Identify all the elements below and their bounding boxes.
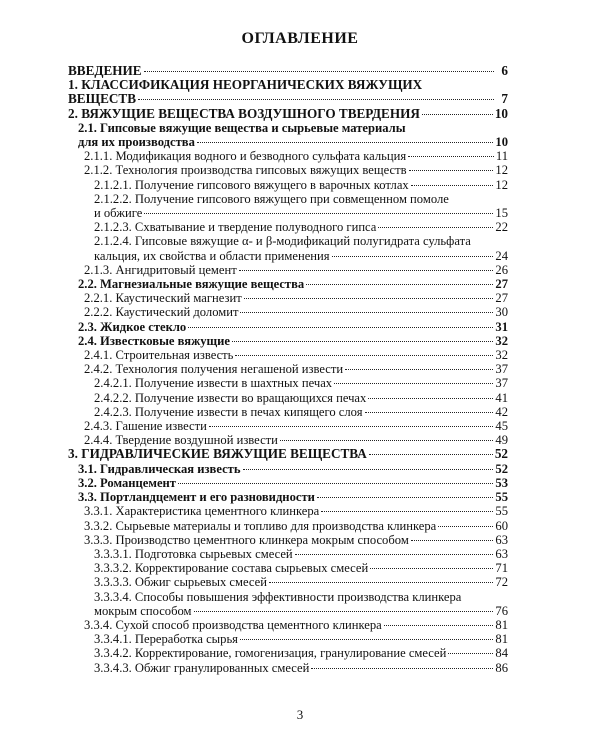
toc-entry-title: 3.3.2. Сырьевые материалы и топливо для производства клинкера bbox=[84, 518, 437, 533]
toc-entry[interactable] bbox=[68, 575, 508, 589]
toc-entry-page: 71 bbox=[495, 561, 508, 576]
dot-leader bbox=[188, 327, 493, 328]
toc-entry-page: 76 bbox=[495, 603, 508, 618]
toc-entry-page: 45 bbox=[495, 419, 508, 434]
dot-leader bbox=[240, 312, 493, 313]
toc-entry-title: 2.2.2. Каустический доломит bbox=[84, 305, 239, 320]
page-number: 3 bbox=[296, 707, 304, 722]
toc-entry-title: 3.3.1. Характеристика цементного клинкера bbox=[84, 504, 320, 519]
toc-entry[interactable] bbox=[68, 362, 508, 376]
toc-entry-title: 2.4. Известковые вяжущие bbox=[78, 333, 231, 348]
toc-entry[interactable] bbox=[68, 64, 508, 78]
toc-entry[interactable] bbox=[68, 447, 508, 461]
toc-entry[interactable] bbox=[68, 433, 508, 447]
dot-leader bbox=[334, 383, 493, 384]
toc-entry-title: 3.1. Гидравлическая известь bbox=[78, 461, 241, 476]
toc-entry-page: 63 bbox=[495, 546, 508, 561]
dot-leader bbox=[235, 355, 493, 356]
toc-entry-page: 12 bbox=[495, 177, 508, 192]
toc-entry-title: 2.4.2.3. Получение извести в печах кипящего слоя bbox=[94, 404, 363, 419]
toc-entry[interactable] bbox=[68, 476, 508, 490]
page-title: ОГЛАВЛЕНИЕ bbox=[241, 30, 359, 47]
toc-entry-title: 3. ГИДРАВЛИЧЕСКИЕ ВЯЖУЩИЕ ВЕЩЕСТВА bbox=[68, 446, 367, 462]
toc-entry[interactable] bbox=[68, 490, 508, 504]
dot-leader bbox=[306, 284, 493, 285]
toc-entry-page: 42 bbox=[495, 404, 508, 419]
toc-entry[interactable] bbox=[68, 220, 508, 234]
toc-entry-page: 52 bbox=[495, 461, 508, 476]
toc-entry[interactable] bbox=[68, 504, 508, 518]
dot-leader bbox=[138, 99, 494, 100]
toc-entry-title: 3.3.4.1. Переработка сырья bbox=[94, 632, 238, 647]
toc-entry-page: 81 bbox=[495, 632, 508, 647]
toc-entry[interactable] bbox=[68, 632, 508, 646]
toc-entry[interactable] bbox=[68, 391, 508, 405]
dot-leader bbox=[409, 170, 494, 171]
dot-leader bbox=[368, 398, 493, 399]
toc-entry[interactable] bbox=[68, 277, 508, 291]
toc-entry[interactable] bbox=[68, 178, 508, 192]
toc-entry-page: 26 bbox=[495, 262, 508, 277]
toc-entry-title: 2.1. Гипсовые вяжущие вещества и сырьевые материалы bbox=[78, 120, 406, 135]
toc-entry[interactable] bbox=[68, 107, 508, 121]
toc-entry[interactable] bbox=[68, 462, 508, 476]
toc-entry-title: 1. КЛАССИФИКАЦИЯ НЕОРГАНИЧЕСКИХ ВЯЖУЩИХ bbox=[68, 77, 423, 93]
toc-entry-title: 3.3.4. Сухой способ производства цементного клинкера bbox=[84, 617, 382, 632]
toc-entry-page: 37 bbox=[495, 362, 508, 377]
toc-entry-page: 7 bbox=[501, 91, 508, 107]
toc-entry-title: ВВЕДЕНИЕ bbox=[68, 63, 142, 78]
toc-entry-page: 86 bbox=[495, 660, 508, 675]
dot-leader bbox=[408, 156, 494, 157]
toc-entry-title: 2.4.1. Строительная известь bbox=[84, 348, 234, 363]
dot-leader bbox=[244, 298, 494, 299]
dot-leader bbox=[144, 71, 494, 72]
toc-entry-page: 60 bbox=[495, 518, 508, 533]
toc-entry-page: 11 bbox=[495, 149, 508, 164]
toc-entry[interactable] bbox=[68, 78, 508, 106]
toc-entry-title: 2.4.2.2. Получение извести во вращающихся печах bbox=[94, 390, 367, 405]
toc-entry-title: кальция, их свойства и области применения bbox=[94, 248, 330, 263]
toc-entry[interactable] bbox=[68, 263, 508, 277]
toc-entry-title: 3.3.3.2. Корректирование состава сырьевых смесей bbox=[94, 561, 369, 576]
toc-entry-title: 2.1.3. Ангидритовый цемент bbox=[84, 262, 237, 277]
toc-entry-title: 2.1.2.2. Получение гипсового вяжущего при совмещенном помоле bbox=[94, 191, 449, 206]
toc-entry-page: 49 bbox=[495, 433, 508, 448]
toc-entry-page: 55 bbox=[495, 504, 508, 519]
toc-entry-page: 27 bbox=[495, 277, 508, 292]
toc-entry-title: 2.1.2.3. Схватывание и твердение полуводного гипса bbox=[94, 220, 377, 235]
toc-entry-title: 2.4.2.1. Получение извести в шахтных печах bbox=[94, 376, 333, 391]
toc-entry-title: ВЕЩЕСТВ bbox=[68, 91, 136, 107]
dot-leader bbox=[411, 540, 494, 541]
toc-entry-title: 2.1.2.4. Гипсовые вяжущие α- и β-модификаций полугидрата сульфата bbox=[94, 234, 471, 249]
toc-entry-title: 2.4.4. Твердение воздушной извести bbox=[84, 433, 278, 448]
toc-entry-page: 10 bbox=[495, 135, 508, 150]
dot-leader bbox=[197, 142, 494, 143]
toc-entry-page: 81 bbox=[495, 617, 508, 632]
toc-entry-page: 52 bbox=[494, 446, 508, 462]
dot-leader bbox=[239, 270, 494, 271]
toc-entry[interactable] bbox=[68, 320, 508, 334]
toc-entry-page: 32 bbox=[495, 333, 508, 348]
toc-entry-title: 3.3.3. Производство цементного клинкера мокрым способом bbox=[84, 532, 409, 547]
toc-entry[interactable] bbox=[68, 519, 508, 533]
toc-entry-page: 15 bbox=[495, 206, 508, 221]
toc-entry-page: 32 bbox=[495, 348, 508, 363]
toc-entry-page: 63 bbox=[495, 532, 508, 547]
toc-entry[interactable] bbox=[68, 533, 508, 547]
toc-entry-page: 30 bbox=[495, 305, 508, 320]
toc-entry-page: 27 bbox=[495, 291, 508, 306]
toc-entry[interactable] bbox=[68, 291, 508, 305]
toc-entry[interactable] bbox=[68, 405, 508, 419]
toc-entry[interactable] bbox=[68, 234, 508, 262]
dot-leader bbox=[345, 369, 493, 370]
toc-entry[interactable] bbox=[68, 192, 508, 220]
toc-entry-title: 2.2. Магнезиальные вяжущие вещества bbox=[78, 277, 305, 292]
dot-leader bbox=[370, 568, 493, 569]
toc-entry-page: 41 bbox=[495, 390, 508, 405]
dot-leader bbox=[422, 114, 493, 115]
dot-leader bbox=[378, 227, 493, 228]
toc-entry[interactable] bbox=[68, 618, 508, 632]
dot-leader bbox=[332, 256, 494, 257]
toc-entry-title: 3.3.4.3. Обжиг гранулированных смесей bbox=[94, 660, 310, 675]
toc-entry[interactable] bbox=[68, 305, 508, 319]
dot-leader bbox=[321, 511, 493, 512]
toc-entry[interactable] bbox=[68, 661, 508, 675]
toc-entry[interactable] bbox=[68, 646, 508, 660]
toc-entry-title: 3.2. Романцемент bbox=[78, 475, 176, 490]
dot-leader bbox=[209, 426, 494, 427]
toc-entry-title: 3.3.3.1. Подготовка сырьевых смесей bbox=[94, 546, 293, 561]
dot-leader bbox=[280, 440, 493, 441]
toc-entry[interactable] bbox=[68, 348, 508, 362]
toc-entry-title: 3.3.3.3. Обжиг сырьевых смесей bbox=[94, 575, 267, 590]
toc-entry-page: 53 bbox=[495, 475, 508, 490]
dot-leader bbox=[269, 582, 493, 583]
dot-leader bbox=[295, 554, 494, 555]
dot-leader bbox=[178, 483, 493, 484]
toc-entry[interactable] bbox=[68, 561, 508, 575]
toc-entry-page: 31 bbox=[495, 319, 508, 334]
dot-leader bbox=[194, 611, 494, 612]
toc-entry[interactable] bbox=[68, 149, 508, 163]
dot-leader bbox=[438, 526, 493, 527]
toc-entry-title: для их производства bbox=[78, 135, 195, 150]
toc-entry-title: 2.1.2.1. Получение гипсового вяжущего в варочных котлах bbox=[94, 177, 409, 192]
toc-entry[interactable] bbox=[68, 547, 508, 561]
toc-entry-title: 2.4.3. Гашение извести bbox=[84, 419, 207, 434]
toc-entry-title: мокрым способом bbox=[94, 603, 192, 618]
toc-entry-title: 2.1.2. Технология производства гипсовых вяжущих веществ bbox=[84, 163, 407, 178]
toc-entry-page: 12 bbox=[495, 163, 508, 178]
toc-entry-page: 84 bbox=[495, 646, 508, 661]
toc-entry-title: 2.3. Жидкое стекло bbox=[78, 319, 187, 334]
toc-entry-page: 24 bbox=[495, 248, 508, 263]
dot-leader bbox=[144, 213, 493, 214]
dot-leader bbox=[448, 653, 493, 654]
toc-entry[interactable] bbox=[68, 163, 508, 177]
dot-leader bbox=[317, 497, 494, 498]
toc-entry-title: 3.3.3.4. Способы повышения эффективности производства клинкера bbox=[94, 589, 462, 604]
toc-entry-title: 2. ВЯЖУЩИЕ ВЕЩЕСТВА ВОЗДУШНОГО ТВЕРДЕНИЯ bbox=[68, 105, 420, 121]
toc-entry[interactable] bbox=[68, 419, 508, 433]
dot-leader bbox=[243, 469, 494, 470]
dot-leader bbox=[384, 625, 494, 626]
toc-entry-page: 6 bbox=[501, 63, 508, 78]
toc-entry-page: 10 bbox=[494, 105, 508, 121]
toc-entry-page: 72 bbox=[495, 575, 508, 590]
toc-entry-title: и обжиге bbox=[94, 206, 143, 221]
toc-entry[interactable] bbox=[68, 376, 508, 390]
dot-leader bbox=[369, 454, 493, 455]
dot-leader bbox=[411, 185, 494, 186]
toc-entry-title: 2.1.1. Модификация водного и безводного сульфата кальция bbox=[84, 149, 407, 164]
toc-entry[interactable] bbox=[68, 334, 508, 348]
toc-entry-title: 3.3. Портландцемент и его разновидности bbox=[78, 490, 315, 505]
toc-entry-page: 22 bbox=[495, 220, 508, 235]
toc-entry-title: 3.3.4.2. Корректирование, гомогенизация, гранулирование смесей bbox=[94, 646, 447, 661]
toc-entry-title: 2.4.2. Технология получения негашеной извести bbox=[84, 362, 344, 377]
toc-entry-page: 55 bbox=[495, 490, 508, 505]
dot-leader bbox=[240, 639, 493, 640]
toc-entry-page: 37 bbox=[495, 376, 508, 391]
toc-entry-title: 2.2.1. Каустический магнезит bbox=[84, 291, 242, 306]
toc-entry[interactable] bbox=[68, 590, 508, 618]
table-of-contents bbox=[68, 64, 508, 675]
dot-leader bbox=[311, 668, 493, 669]
toc-entry[interactable] bbox=[68, 121, 508, 149]
dot-leader bbox=[232, 341, 493, 342]
dot-leader bbox=[365, 412, 494, 413]
